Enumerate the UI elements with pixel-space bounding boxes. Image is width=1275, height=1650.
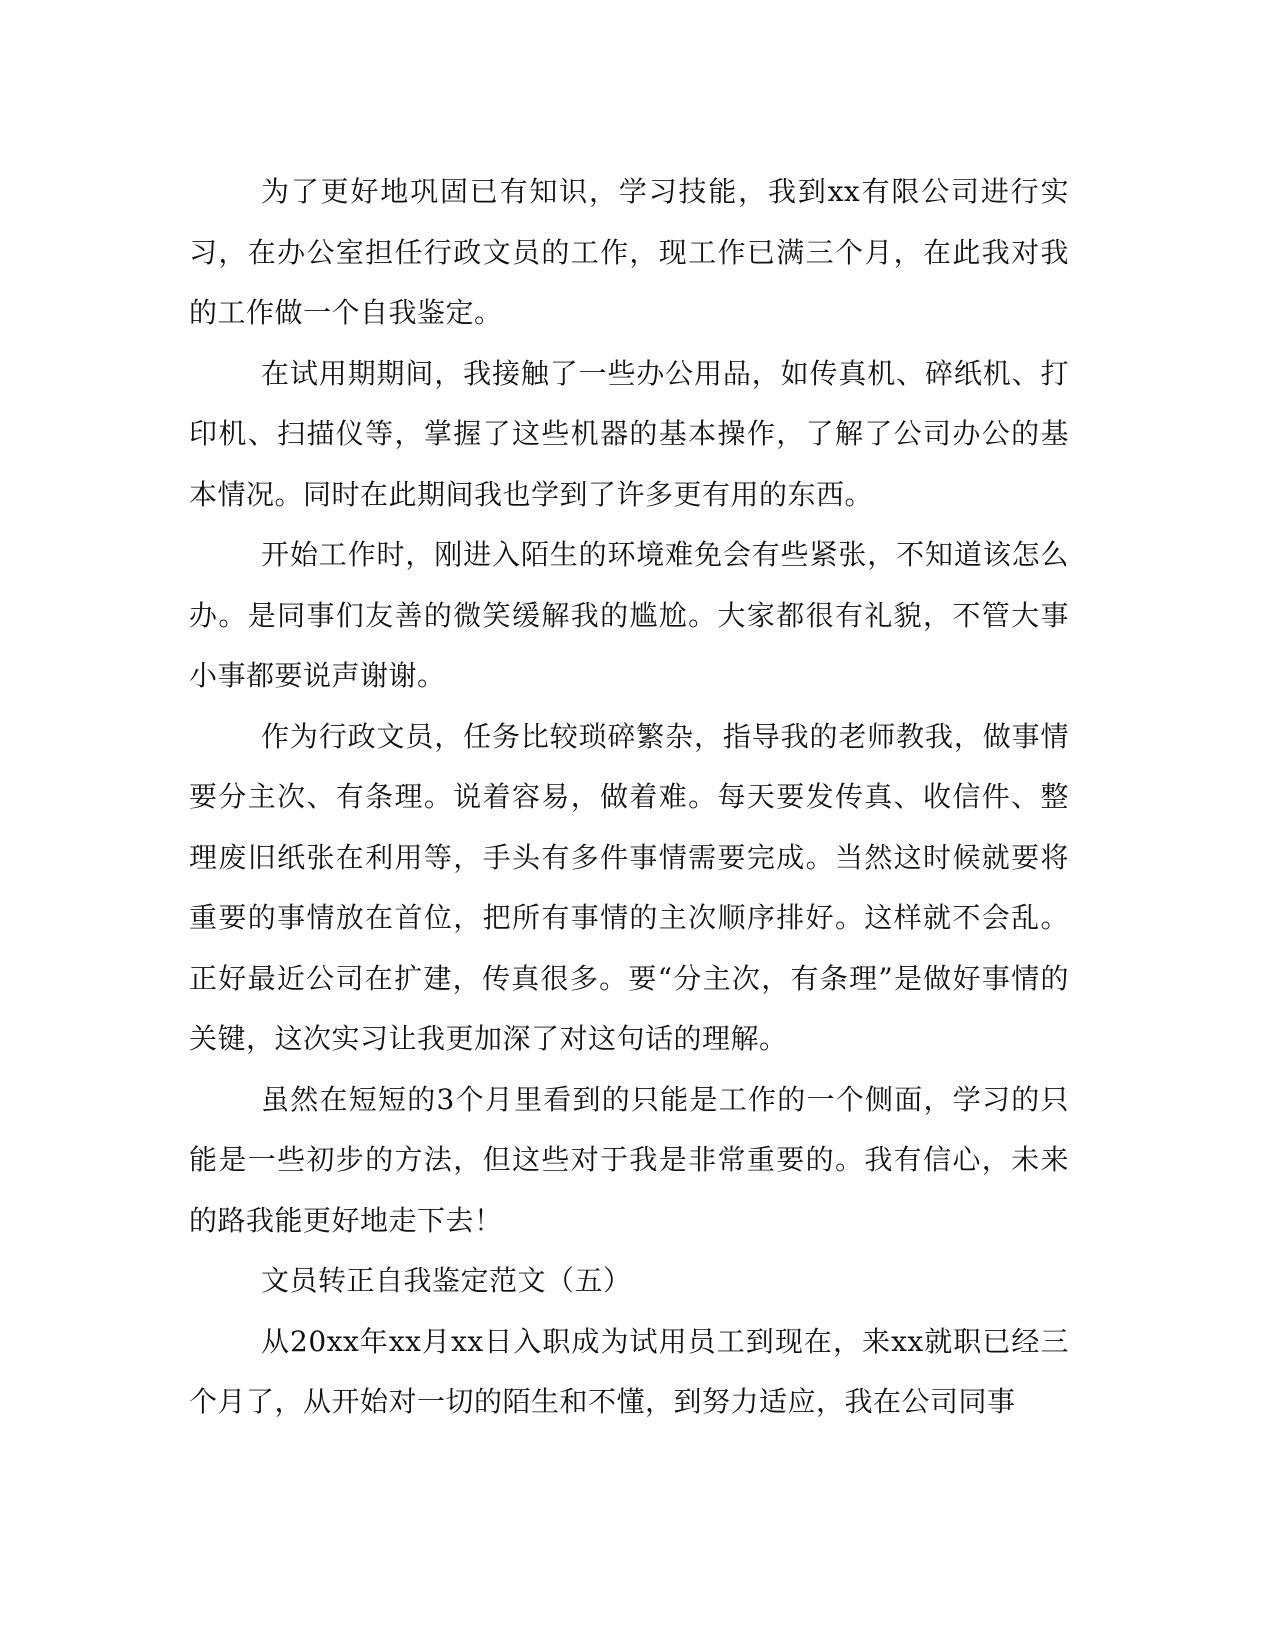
paragraph-5: 虽然在短短的3个月里看到的只能是工作的一个侧面，学习的只能是一些初步的方法，但这些对于我是非常重要的。我有信心，未来的路我能更好地走下去！	[189, 1082, 1069, 1237]
section-heading: 文员转正自我鉴定范文（五）	[261, 1264, 632, 1297]
paragraph-4: 作为行政文员，任务比较琐碎繁杂，指导我的老师教我，做事情要分主次、有条理。说着容易，做着难。每天要发传真、收信件、整理废旧纸张在利用等，手头有多件事情需要完成。当然这时候就要将重要的事情放在首位，把所有事情的主次顺序排好。这样就不会乱。正好最近公司在扩建，传真很多。要“分主次，有条理”是做好事情的关键，这次实习让我更加深了对这句话的理解。	[189, 719, 1069, 1055]
paragraph-6: 从20xx年xx月xx日入职成为试用员工到现在，来xx就职已经三个月了，从开始对一切的陌生和不懂，到努力适应，我在公司同事	[189, 1324, 1069, 1418]
paragraph-3: 开始工作时，刚进入陌生的环境难免会有些紧张，不知道该怎么办。是同事们友善的微笑缓解我的尴尬。大家都很有礼貌，不管大事小事都要说声谢谢。	[189, 538, 1069, 692]
paragraph-2: 在试用期期间，我接触了一些办公用品，如传真机、碎纸机、打印机、扫描仪等，掌握了这些机器的基本操作，了解了公司办公的基本情况。同时在此期间我也学到了许多更有用的东西。	[189, 356, 1069, 511]
document-body	[189, 162, 1069, 1433]
paragraph-1: 为了更好地巩固已有知识，学习技能，我到xx有限公司进行实习，在办公室担任行政文员的工作，现工作已满三个月，在此我对我的工作做一个自我鉴定。	[189, 175, 1069, 329]
